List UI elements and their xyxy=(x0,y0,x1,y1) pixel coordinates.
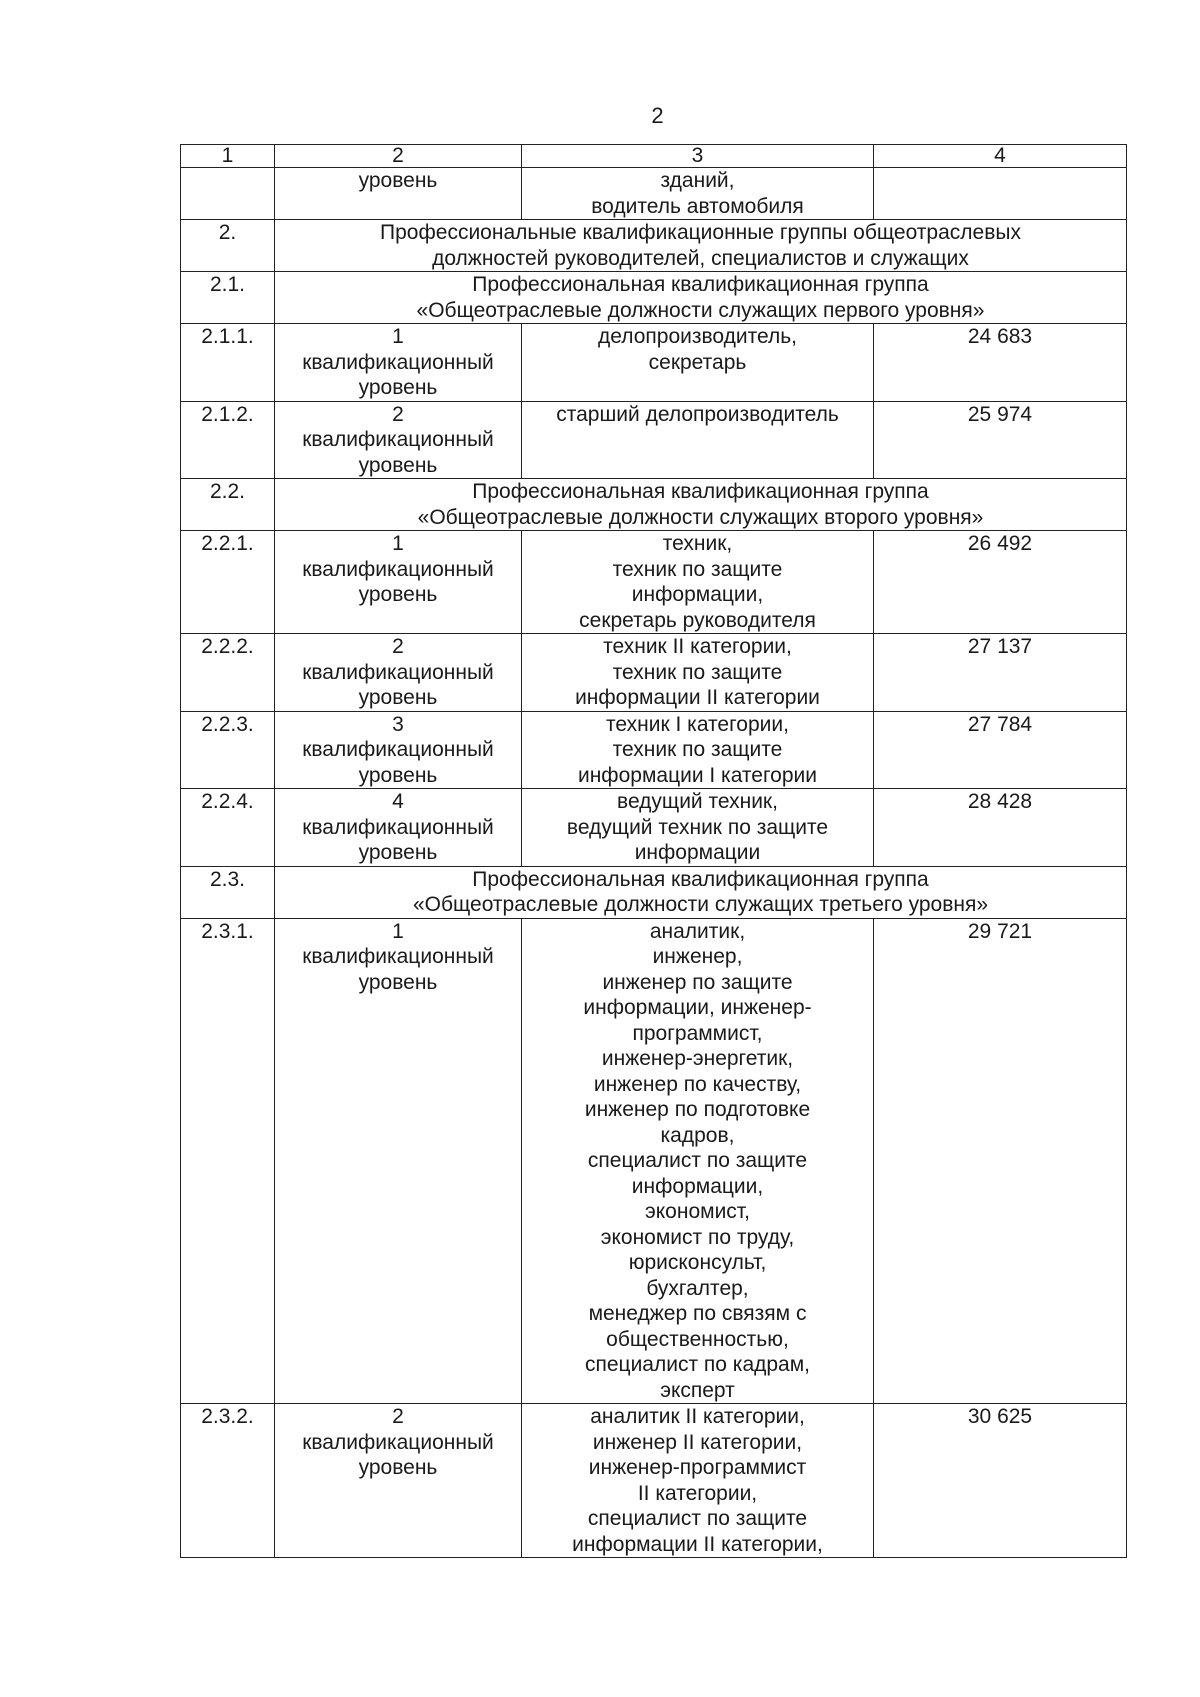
row-code: 2.1.1. xyxy=(181,324,275,402)
positions xyxy=(522,789,874,867)
qualification-level-line: квалификационный xyxy=(302,945,494,968)
position-line: бухгалтер, xyxy=(646,1276,749,1300)
table-row xyxy=(181,401,1127,479)
qualification-level-line: квалификационный xyxy=(302,350,494,374)
table-row xyxy=(181,324,1127,402)
qualification-level xyxy=(275,324,522,402)
table-row xyxy=(181,531,1127,634)
position-line: аналитик II категории, xyxy=(590,1405,805,1428)
row-code: 2.2.1. xyxy=(181,531,275,634)
position-line: инженер по подготовке xyxy=(584,1098,811,1121)
group-title xyxy=(275,866,1127,918)
table-row xyxy=(181,168,1127,220)
header-cell: 1 xyxy=(181,145,275,168)
qualification-level-line: квалификационный xyxy=(302,660,494,684)
position-line: информации, инженер- xyxy=(583,996,812,1019)
salary: 27 784 xyxy=(874,711,1127,789)
position-line: инженер-программист xyxy=(588,1456,807,1479)
position-line: информации, xyxy=(631,1174,764,1198)
header-cell: 3 xyxy=(522,145,874,168)
position-line: инженер по качеству, xyxy=(593,1072,802,1096)
qualification-level-line: 1 xyxy=(392,325,404,348)
positions xyxy=(522,401,874,479)
qualification-level-line: уровень xyxy=(358,763,438,787)
qualification-level xyxy=(275,634,522,712)
row-code: 2.2.2. xyxy=(181,634,275,712)
group-row xyxy=(181,272,1127,324)
qualification-level-line: уровень xyxy=(358,841,438,864)
header-cell: 4 xyxy=(874,145,1127,168)
group-row xyxy=(181,479,1127,531)
qualification-level-line: 4 xyxy=(392,790,404,813)
table-row xyxy=(181,711,1127,789)
qualification-level xyxy=(275,918,522,1404)
group-title-line: Профессиональная квалификационная группа xyxy=(472,480,929,503)
qualification-level xyxy=(275,789,522,867)
row-code: 2.2.4. xyxy=(181,789,275,867)
row-code: 2.3. xyxy=(181,866,275,918)
group-title xyxy=(275,220,1127,272)
salary: 28 428 xyxy=(874,789,1127,867)
qualification-level xyxy=(275,168,522,220)
group-title-line: «Общеотраслевые должности служащих второго уровня» xyxy=(417,505,984,529)
group-title xyxy=(275,479,1127,531)
salary: 30 625 xyxy=(874,1404,1127,1558)
position-line: водитель автомобиля xyxy=(591,194,804,218)
position-line: информации, xyxy=(631,583,764,606)
position-line: информации II категории, xyxy=(572,1532,823,1556)
position-line: кадров, xyxy=(660,1123,735,1147)
qualification-level-line: уровень xyxy=(358,686,438,709)
row-code: 2.3.1. xyxy=(181,918,275,1404)
positions xyxy=(522,711,874,789)
position-line: программист, xyxy=(632,1021,763,1045)
row-code: 2.2.3. xyxy=(181,711,275,789)
group-title-line: Профессиональная квалификационная группа xyxy=(472,867,929,891)
table-row xyxy=(181,918,1127,1404)
position-line: инженер-энергетик, xyxy=(601,1047,794,1070)
positions xyxy=(522,531,874,634)
qualification-level-line: квалификационный xyxy=(302,557,494,581)
position-line: информации II категории xyxy=(575,686,820,709)
qualification-level-line: квалификационный xyxy=(302,815,494,839)
qualification-level xyxy=(275,531,522,634)
qualification-level-line: квалификационный xyxy=(302,428,494,451)
salary: 24 683 xyxy=(874,324,1127,402)
salary-table xyxy=(180,144,1127,1558)
position-line: инженер, xyxy=(652,945,743,968)
qualification-level xyxy=(275,1404,522,1558)
position-line: специалист по защите xyxy=(587,1149,808,1172)
row-code: 2.2. xyxy=(181,479,275,531)
row-code: 2.1.2. xyxy=(181,401,275,479)
position-line: техник II категории, xyxy=(603,635,792,658)
position-line: информации xyxy=(634,841,761,864)
position-line: экономист по труду, xyxy=(600,1225,795,1249)
position-line: экономист, xyxy=(645,1200,750,1223)
position-line: общественностью, xyxy=(606,1327,789,1351)
position-line: информации I категории xyxy=(577,763,818,787)
row-code: 2. xyxy=(181,220,275,272)
qualification-level-line: уровень xyxy=(358,453,438,477)
group-title-line: «Общеотраслевые должности служащих первого уровня» xyxy=(416,298,985,322)
row-code: 2.1. xyxy=(181,272,275,324)
position-line: специалист по защите xyxy=(587,1507,808,1530)
group-title-line: «Общеотраслевые должности служащих третьего уровня» xyxy=(412,893,989,916)
qualification-level-line: уровень xyxy=(358,1456,438,1479)
position-line: юрисконсульт, xyxy=(628,1251,767,1274)
qualification-level-line: 3 xyxy=(392,712,404,736)
group-row xyxy=(181,220,1127,272)
qualification-level-line: квалификационный xyxy=(302,1430,494,1454)
position-line: секретарь xyxy=(648,350,747,374)
table-header-row xyxy=(181,145,1127,168)
page-number: 2 xyxy=(651,103,664,128)
qualification-level xyxy=(275,711,522,789)
salary: 26 492 xyxy=(874,531,1127,634)
salary: 27 137 xyxy=(874,634,1127,712)
position-line: секретарь руководителя xyxy=(579,608,816,632)
salary-table-body xyxy=(181,145,1127,1558)
position-line: техник, xyxy=(662,532,733,555)
position-line: специалист по кадрам, xyxy=(584,1353,811,1376)
position-line: старший делопроизводитель xyxy=(556,402,839,426)
table-row xyxy=(181,789,1127,867)
group-title-line: Профессиональная квалификационная группа xyxy=(472,273,929,296)
positions xyxy=(522,324,874,402)
qualification-level-line: 1 xyxy=(392,919,404,943)
qualification-level-line: 2 xyxy=(392,1405,404,1428)
positions xyxy=(522,1404,874,1558)
group-row xyxy=(181,866,1127,918)
positions xyxy=(522,634,874,712)
position-line: зданий, xyxy=(660,169,735,192)
position-line: II категории, xyxy=(637,1481,758,1505)
group-title-line: должностей руководителей, специалистов и служащих xyxy=(432,246,969,270)
qualification-level-line: уровень xyxy=(358,583,438,606)
position-line: техник по защите xyxy=(612,557,783,581)
row-code xyxy=(181,168,275,220)
qualification-level-line: 2 xyxy=(392,402,404,426)
position-line: инженер II категории, xyxy=(592,1430,803,1454)
qualification-level-line: 1 xyxy=(392,532,404,555)
position-line: техник по защите xyxy=(612,660,783,684)
header-cell: 2 xyxy=(275,145,522,168)
position-line: инженер по защите xyxy=(602,970,793,994)
qualification-level-line: уровень xyxy=(358,376,438,399)
qualification-level-line: уровень xyxy=(358,169,438,192)
salary: 25 974 xyxy=(874,401,1127,479)
position-line: ведущий техник, xyxy=(617,790,778,813)
table-row xyxy=(181,634,1127,712)
qualification-level-line: 2 xyxy=(392,635,404,658)
salary xyxy=(874,168,1127,220)
group-title xyxy=(275,272,1127,324)
position-line: техник по защите xyxy=(612,738,783,761)
position-line: делопроизводитель, xyxy=(597,325,797,348)
position-line: эксперт xyxy=(660,1378,735,1402)
table-row xyxy=(181,1404,1127,1558)
position-line: аналитик, xyxy=(649,919,746,943)
group-title-line: Профессиональные квалификационные группы общеотраслевых xyxy=(380,221,1021,244)
salary: 29 721 xyxy=(874,918,1127,1404)
qualification-level-line: уровень xyxy=(358,970,438,994)
position-line: техник I категории, xyxy=(606,712,789,736)
position-line: менеджер по связям с xyxy=(588,1302,807,1325)
positions xyxy=(522,168,874,220)
positions xyxy=(522,918,874,1404)
position-line: ведущий техник по защите xyxy=(566,815,829,839)
row-code: 2.3.2. xyxy=(181,1404,275,1558)
qualification-level-line: квалификационный xyxy=(302,738,494,761)
qualification-level xyxy=(275,401,522,479)
